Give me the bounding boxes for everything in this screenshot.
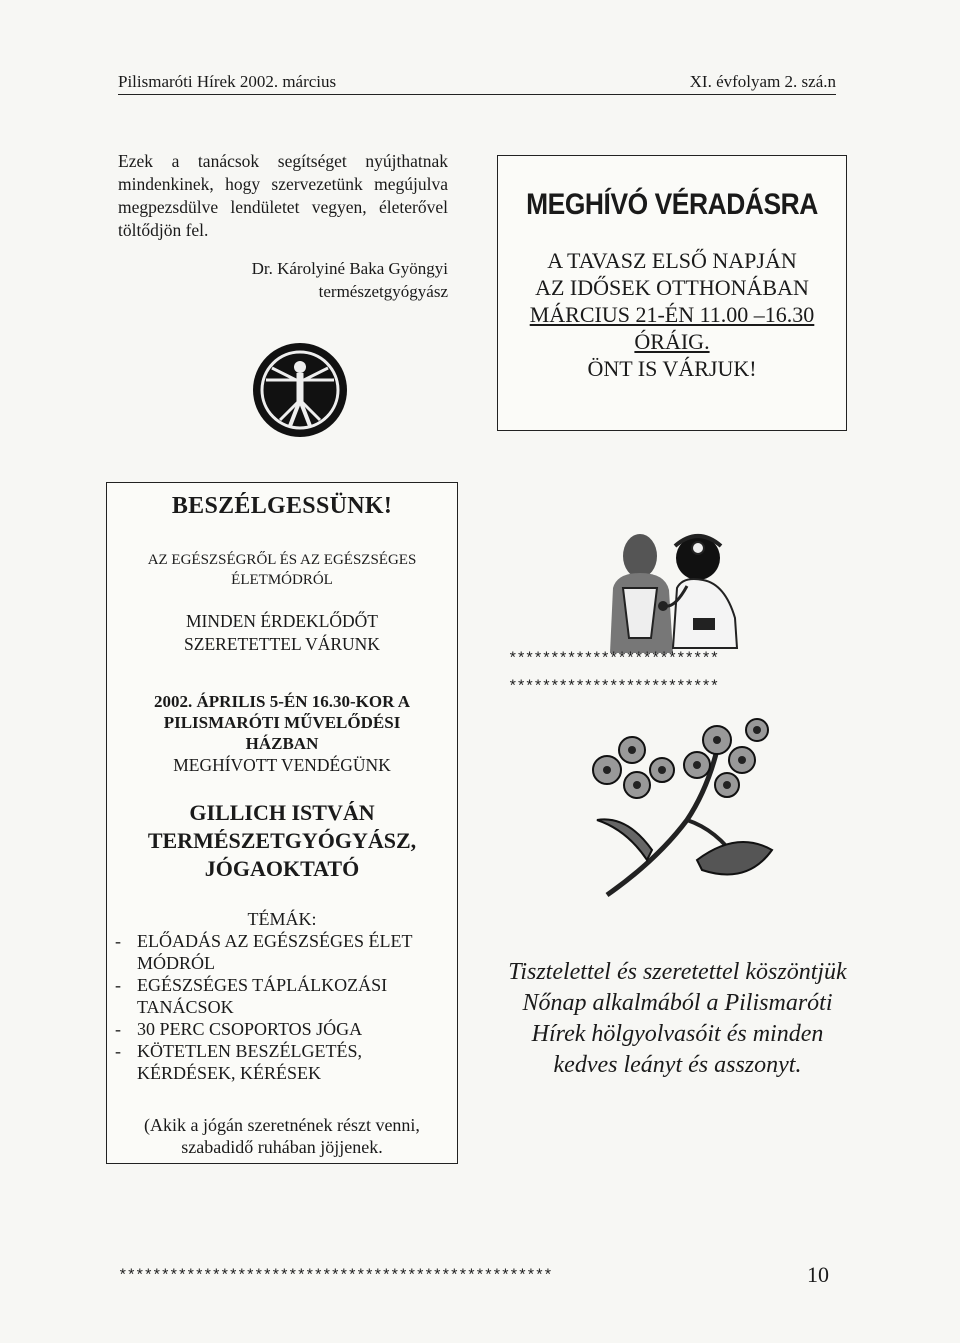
- topic-item: - 30 PERC CSOPORTOS JÓGA: [115, 1019, 363, 1039]
- author-signature: [200, 257, 448, 303]
- talk-subtitle: AZ EGÉSZSÉGRŐL ÉS AZ EGÉSZSÉGES: [147, 552, 417, 568]
- page-header: [118, 72, 836, 95]
- topics-title: TÉMÁK:: [247, 909, 317, 929]
- separator-stars: *************************: [508, 678, 719, 696]
- talk-guest-role: JÓGAOKTATÓ: [204, 856, 360, 881]
- talk-guest-name: GILLICH ISTVÁN: [189, 800, 375, 825]
- talk-invite: SZERETETTEL VÁRUNK: [184, 634, 380, 654]
- talk-note: (Akik a jógán szeretnének részt venni, szabadidő ruhában jöjjenek.: [144, 1115, 420, 1157]
- talk-title: BESZÉLGESSÜNK!: [171, 493, 393, 519]
- page-number: 10: [807, 1262, 829, 1287]
- blood-donation-invite: ÖNT IS VÁRJUK!: [587, 356, 757, 381]
- blood-donation-line: AZ IDŐSEK OTTHONÁBAN: [535, 275, 809, 300]
- blood-donation-box: [497, 155, 847, 431]
- footer-stars: ***************************************************: [118, 1267, 552, 1285]
- topic-item: - EGÉSZSÉGES TÁPLÁLKOZÁSI TANÁCSOK: [115, 975, 388, 1017]
- talk-venue: HÁZBAN: [245, 734, 319, 753]
- talk-topics: [107, 908, 457, 1084]
- blood-donation-until: ÓRÁIG.: [634, 329, 710, 354]
- vitruvian-emblem-icon: [250, 340, 350, 440]
- talk-invite: MINDEN ÉRDEKLŐDŐT: [186, 611, 378, 631]
- flower-illustration: [567, 710, 782, 910]
- talk-subtitle: ÉLETMÓDRÓL: [231, 572, 333, 588]
- author-title: természetgyógyász: [318, 282, 448, 301]
- header-publication: Pilismaróti Hírek 2002. március: [118, 72, 337, 91]
- blood-donation-date: MÁRCIUS 21-ÉN 11.00 –16.30: [529, 302, 815, 327]
- intro-paragraph: [118, 150, 448, 242]
- author-name: Dr. Károlyiné Baka Gyöngyi: [251, 259, 448, 278]
- talk-venue: PILISMARÓTI MŰVELŐDÉSI: [163, 713, 401, 732]
- topic-item: - ELŐADÁS AZ EGÉSZSÉGES ÉLET MÓDRÓL: [115, 931, 413, 973]
- talk-guest-label: MEGHÍVOTT VENDÉGÜNK: [173, 755, 391, 775]
- talk-guest-role: TERMÉSZETGYÓGYÁSZ,: [147, 828, 417, 853]
- separator-stars: *************************: [508, 650, 719, 668]
- womens-day-greeting: Tisztelettel és szeretettel köszöntjük Nőnap alkalmából a Pilismaróti Hírek hölgyolvasóit és minden kedves leányt és asszonyt.: [508, 959, 847, 1078]
- blood-donation-line: A TAVASZ ELSŐ NAPJÁN: [547, 248, 797, 273]
- talk-date: 2002. ÁPRILIS 5-ÉN 16.30-KOR A: [154, 692, 410, 711]
- intro-text: Ezek a tanácsok segítséget nyújthatnak mindenkinek, hogy szervezetünk megújulva megpezsdülve lendületet vegyen, életerővel töltődjön fel.: [118, 151, 448, 240]
- blood-donation-title: MEGHÍVÓ VÉRADÁSRA: [526, 188, 818, 221]
- health-talk-box: [106, 482, 458, 1164]
- header-volume: XI. évfolyam 2. szá.n: [689, 72, 836, 91]
- topic-item: - KÖTETLEN BESZÉLGETÉS, KÉRDÉSEK, KÉRÉSEK: [115, 1041, 362, 1083]
- doctor-patient-illustration: [595, 528, 745, 653]
